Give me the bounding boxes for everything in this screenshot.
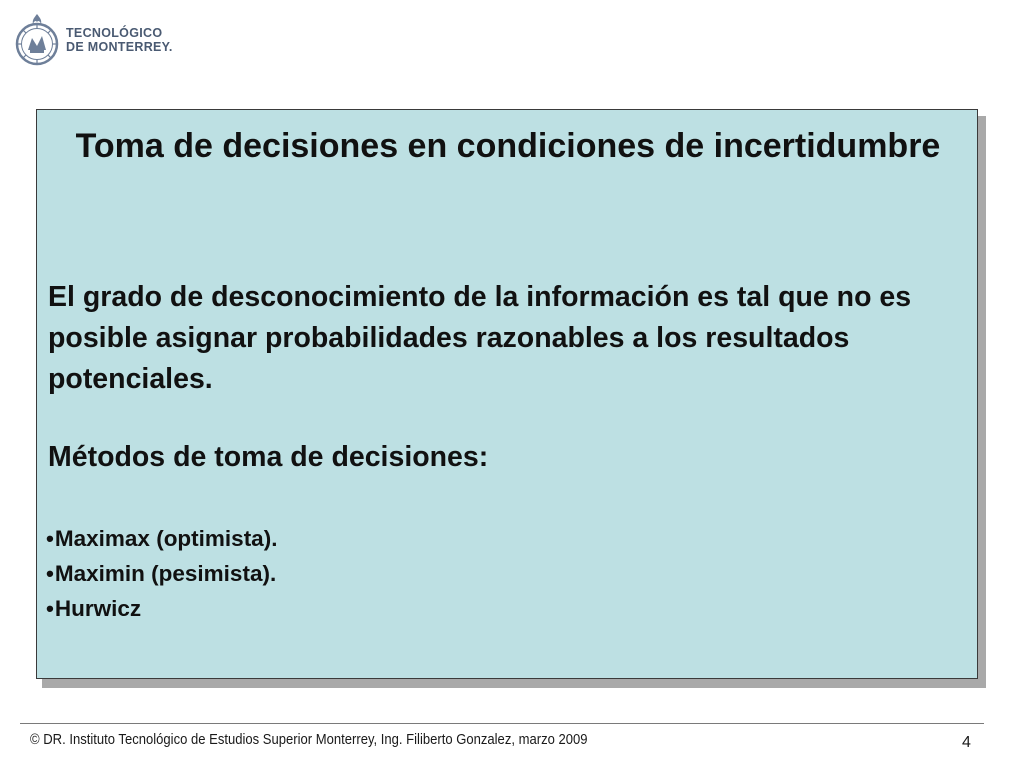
method-label: Hurwicz	[54, 596, 142, 621]
methods-heading: Métodos de toma de decisiones:	[48, 441, 489, 473]
institution-name-line-2: DE MONTERREY.	[66, 40, 173, 54]
bullet-icon: •	[46, 526, 54, 551]
method-label: Maximin (pesimista).	[54, 561, 277, 586]
institution-logo	[14, 10, 173, 70]
page-number: 4	[962, 734, 971, 751]
methods-list	[46, 521, 277, 626]
footer-copyright: © DR. Instituto Tecnológico de Estudios Superior Monterrey, Ing. Filiberto Gonzalez, marzo 2009	[30, 732, 588, 748]
method-item-hurwicz	[46, 591, 277, 626]
institution-name-line-1: TECNOLÓGICO	[66, 26, 163, 40]
bullet-icon: •	[46, 561, 54, 586]
method-label: Maximax (optimista).	[54, 526, 278, 551]
bullet-icon: •	[46, 596, 54, 621]
seal-icon	[14, 10, 60, 70]
definition-paragraph: El grado de desconocimiento de la información es tal que no es posible asignar probabilidades razonables a los resultados potenciales.	[48, 281, 912, 395]
method-item-maximax	[46, 521, 277, 556]
footer-divider	[20, 723, 984, 724]
method-item-maximin	[46, 556, 277, 591]
content-box	[36, 109, 978, 679]
institution-name	[66, 26, 173, 54]
slide-title: Toma de decisiones en condiciones de incertidumbre	[75, 127, 941, 165]
